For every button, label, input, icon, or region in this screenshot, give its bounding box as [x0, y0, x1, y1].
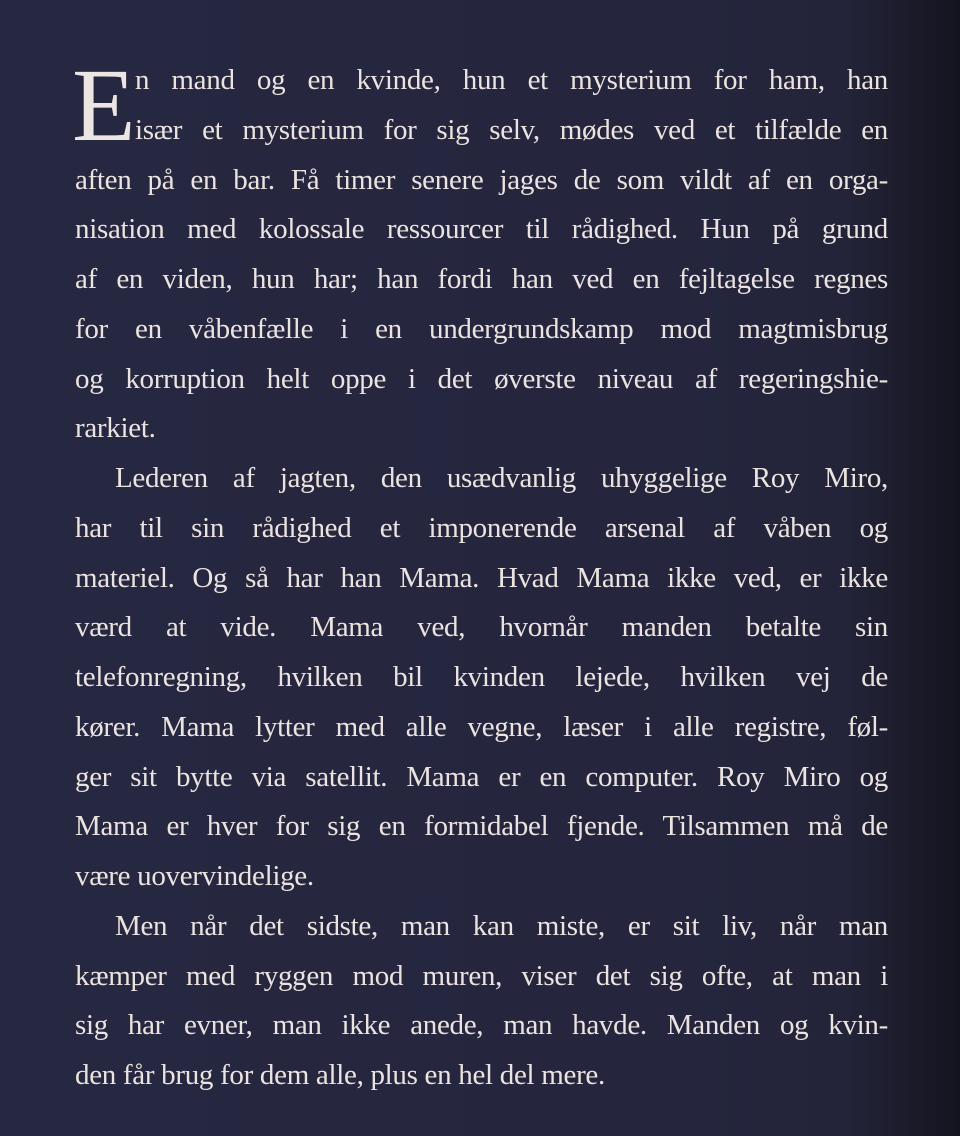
paragraph-1-line: nisation med kolossale ressourcer til rådighed. Hun på grund: [75, 213, 888, 246]
paragraph-2-line: Mama er hver for sig en formidabel fjende. Tilsammen må de: [75, 810, 888, 843]
paragraph-1-line: n mand og en kvinde, hun et mysterium for ham, han: [135, 64, 888, 96]
paragraph-1-line: for en våbenfælle i en undergrundskamp mod magtmisbrug: [75, 312, 888, 345]
paragraph-2-line: være uovervindelige.: [75, 860, 314, 892]
paragraph-2-line: Lederen af jagten, den usædvanlig uhyggelige Roy Miro,: [115, 462, 888, 494]
paragraph-1-line: og korruption helt oppe i det øverste niveau af regeringshie-: [75, 362, 888, 395]
paragraph-1-line: rarkiet.: [75, 412, 156, 445]
paragraph-2-line: værd at vide. Mama ved, hvornår manden betalte sin: [75, 611, 888, 644]
paragraph-3-line: sig har evner, man ikke anede, man havde. Manden og kvin-: [75, 1009, 888, 1042]
paragraph-2-line: telefonregning, hvilken bil kvinden lejede, hvilken vej de: [75, 661, 888, 693]
drop-cap: E: [72, 48, 136, 163]
paragraph-2-line: har til sin rådighed et imponerende arsenal af våben og: [75, 511, 888, 544]
paragraph-3-line: Men når det sidste, man kan miste, er sit liv, når man: [115, 909, 888, 942]
paragraph-2-line: kører. Mama lytter med alle vegne, læser i alle registre, føl-: [75, 710, 888, 743]
paragraph-2-line: materiel. Og så har han Mama. Hvad Mama ikke ved, er ikke: [75, 561, 888, 594]
paragraph-1-line: aften på en bar. Få timer senere jages de som vildt af en orga-: [75, 163, 888, 196]
paragraph-3-line: den får brug for dem alle, plus en hel del mere.: [75, 1059, 605, 1091]
paragraph-1-line: af en viden, hun har; han fordi han ved en fejltagelse regnes: [75, 263, 888, 295]
paragraph-3-line: kæmper med ryggen mod muren, viser det sig ofte, at man i: [75, 959, 888, 992]
paragraph-1-line: især et mysterium for sig selv, mødes ved et tilfælde en: [135, 113, 888, 146]
paragraph-2-line: ger sit bytte via satellit. Mama er en computer. Roy Miro og: [75, 760, 888, 793]
